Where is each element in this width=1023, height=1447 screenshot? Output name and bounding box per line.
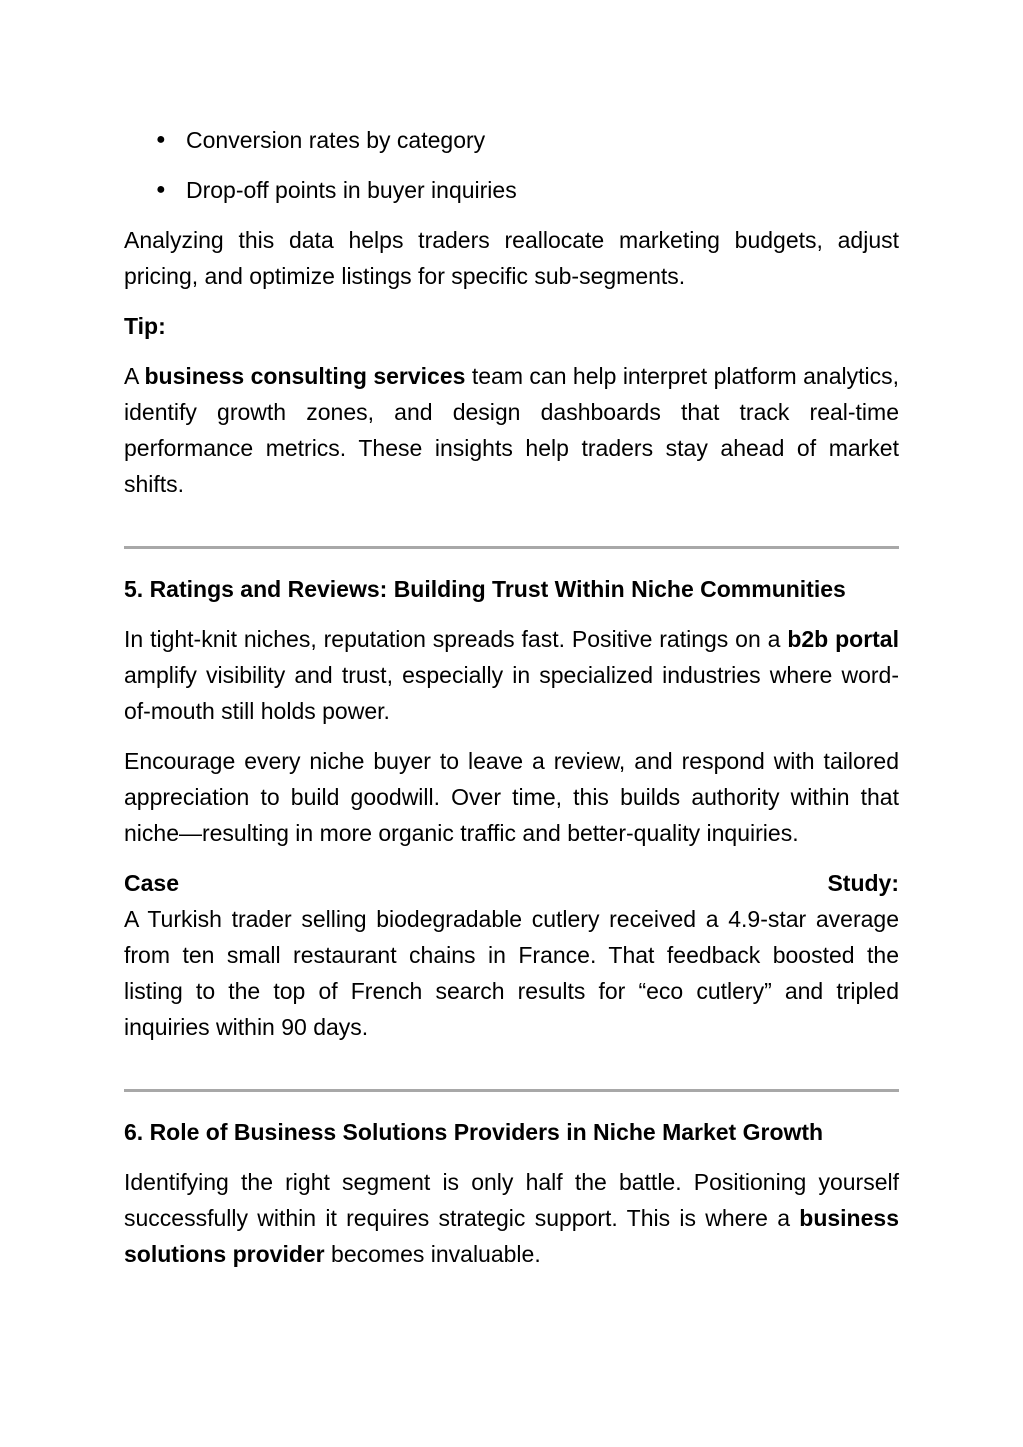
section-5-heading: 5. Ratings and Reviews: Building Trust Within Niche Communities (124, 576, 846, 602)
list-item (156, 122, 899, 158)
s5-p1-rest: amplify visibility and trust, especially in specialized industries where word-of-mouth still holds power. (124, 662, 899, 724)
tip-rest: team can help interpret platform analytics, identify growth zones, and design dashboards that track real-time performance metrics. These insights help traders stay ahead of market shifts. (124, 363, 900, 497)
s6-bold-term: business solutions provider (124, 1205, 899, 1267)
analysis-paragraph: Analyzing this data helps traders reallocate marketing budgets, adjust pricing, and optimize listings for specific sub-segments. (124, 227, 899, 289)
case-label-left: Case (124, 870, 179, 896)
bullet-text: Drop-off points in buyer inquiries (186, 177, 517, 203)
case-label-right: Study: (827, 870, 899, 896)
list-item (156, 172, 899, 208)
section-divider (124, 546, 899, 549)
case-study-label (124, 865, 899, 901)
section-5-paragraph-2: Encourage every niche buyer to leave a review, and respond with tailored appreciation to build goodwill. Over time, this builds authority within that niche—resulting in more organic traffic and better-quality inquiries. (124, 748, 899, 846)
document-page (124, 122, 899, 1286)
tip-lead: A (124, 363, 145, 389)
metrics-bullet-list (124, 122, 899, 208)
tip-label: Tip: (124, 313, 166, 339)
tip-paragraph (124, 358, 899, 502)
section-6-paragraph (124, 1164, 899, 1272)
bullet-text: Conversion rates by category (186, 127, 486, 153)
section-6-heading: 6. Role of Business Solutions Providers in Niche Market Growth (124, 1119, 824, 1145)
section-divider (124, 1089, 899, 1092)
bullet-icon: ● (156, 181, 166, 198)
s6-rest: becomes invaluable. (324, 1241, 541, 1267)
s5-p1-lead: In tight-knit niches, reputation spreads fast. Positive ratings on a (124, 626, 788, 652)
case-study-paragraph: A Turkish trader selling biodegradable cutlery received a 4.9-star average from ten small restaurant chains in France. That feedback boosted the listing to the top of French search results for “eco cutlery” and tripled inquiries within 90 days. (124, 906, 899, 1040)
bullet-icon: ● (156, 131, 166, 148)
s5-p1-bold-term: b2b portal (787, 626, 899, 652)
s6-lead: Identifying the right segment is only half the battle. Positioning yourself successfully within it requires strategic support. This is where a (124, 1169, 899, 1231)
tip-bold-term: business consulting services (144, 363, 466, 389)
section-5-paragraph-1 (124, 621, 899, 729)
